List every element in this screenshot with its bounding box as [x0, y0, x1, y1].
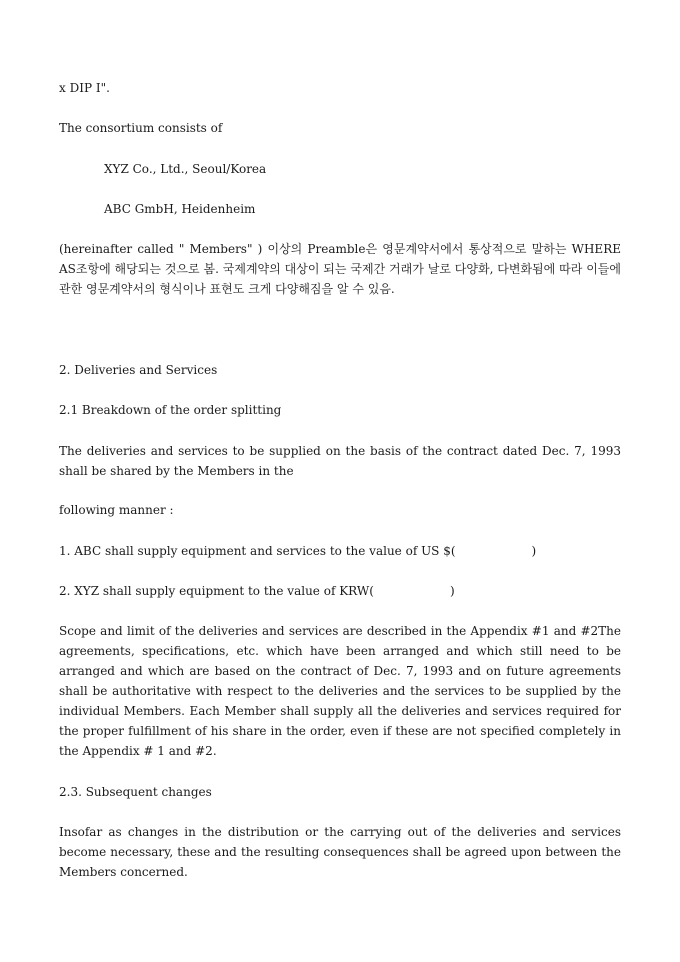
consortium-intro: The consortium consists of	[59, 121, 223, 135]
item-2-text: 2. XYZ shall supply equipment to the value of KRW(	[59, 584, 374, 598]
section-2-heading: 2. Deliveries and Services	[59, 363, 218, 377]
item-1	[59, 541, 621, 561]
section-2-3-text: Insofar as changes in the distribution or the carrying out of the deliveries and services become necessary, these and the resulting consequences shall be agreed upon between the Members concerned.	[59, 825, 621, 879]
section-2-1-heading: 2.1 Breakdown of the order splitting	[59, 403, 282, 417]
line-top: x DIP I".	[59, 81, 110, 95]
following-manner: following manner :	[59, 503, 174, 517]
member-xyz: XYZ Co., Ltd., Seoul/Korea	[104, 162, 267, 176]
scope-paragraph: Scope and limit of the deliveries and services are described in the Appendix #1 and #2The agreements, specifications, etc. which have been arranged and which still need to be arranged and which are based on the contract of Dec. 7, 1993 and on future agreements shall be authoritative with respect to the deliveries and the services to be supplied by the individual Members. Each Member shall supply all the deliveries and services required for the proper fulfillment of his share in the order, even if these are not specified completely in the Appendix # 1 and #2.	[59, 624, 621, 758]
item-1-close: )	[531, 544, 537, 558]
section-2-1-text: The deliveries and services to be supplied on the basis of the contract dated Dec. 7, 1993 shall be shared by the Members in the	[59, 444, 621, 478]
item-2-close: )	[449, 584, 455, 598]
item-2	[59, 581, 621, 601]
item-1-text: 1. ABC shall supply equipment and services to the value of US $(	[59, 544, 456, 558]
member-abc: ABC GmbH, Heidenheim	[104, 202, 256, 216]
preamble-note: (hereinafter called " Members" ) 이상의 Preamble은 영문계약서에서 통상적으로 말하는 WHERE AS조항에 해당되는 것으로 봄. 국제계약의 대상이 되는 국제간 거래가 날로 다양화, 다변화됨에 따라 이들에 관한 영문계약서의 형식이나 표현도 크게 다양해짐을 알 수 있음.	[59, 242, 621, 296]
section-2-3-heading: 2.3. Subsequent changes	[59, 785, 212, 799]
